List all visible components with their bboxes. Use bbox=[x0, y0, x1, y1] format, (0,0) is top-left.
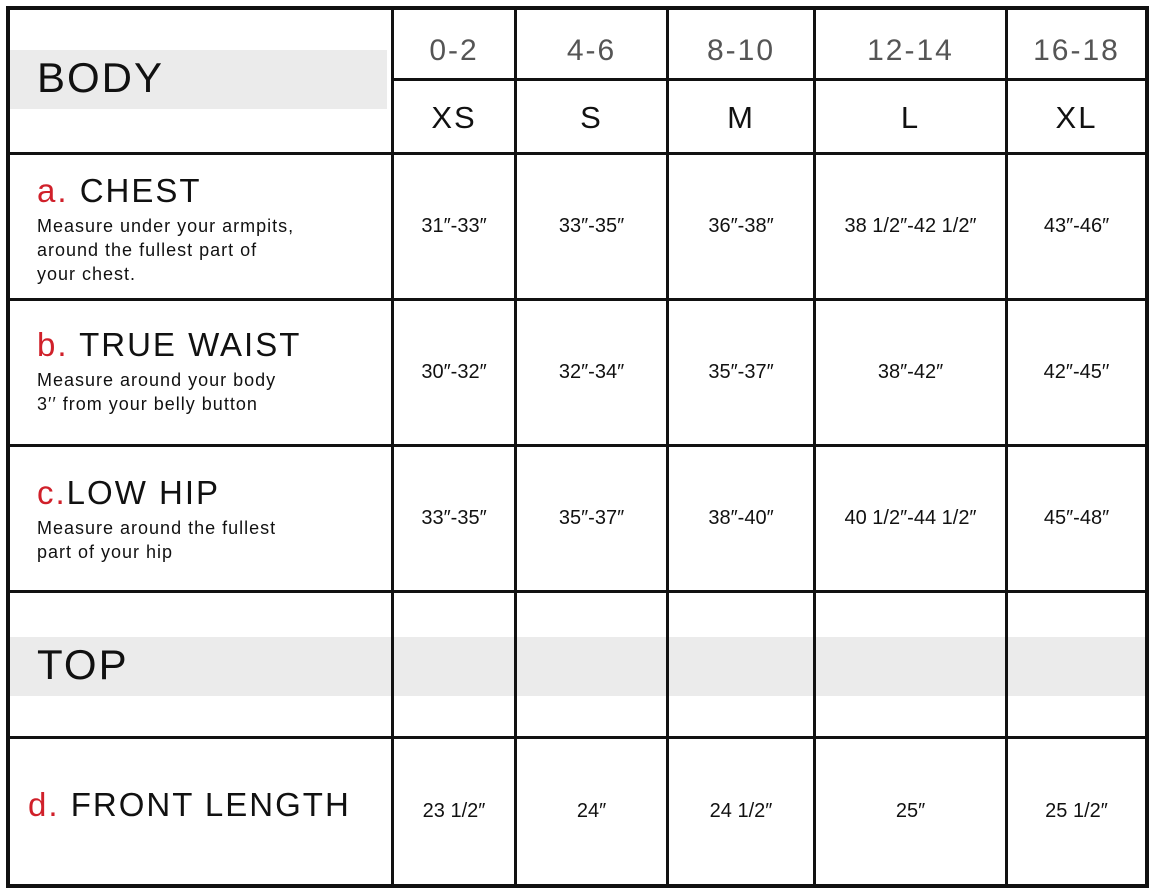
table-cell: 33″-35″ bbox=[421, 507, 487, 529]
row-name: CHEST bbox=[79, 172, 202, 209]
age-range-header: 4-6 bbox=[566, 34, 617, 67]
age-range-header: 16-18 bbox=[1033, 34, 1120, 67]
table-cell: 43″-46″ bbox=[1043, 215, 1110, 237]
table-cell: 36″-38″ bbox=[708, 215, 774, 237]
size-chart bbox=[6, 6, 1149, 888]
age-range-header: 8-10 bbox=[706, 34, 776, 67]
row-description: Measure around the fullest part of your hip bbox=[37, 518, 277, 562]
row-name: TRUE WAIST bbox=[79, 326, 302, 363]
table-cell: 24″ bbox=[576, 800, 607, 822]
row-name: LOW HIP bbox=[66, 474, 221, 511]
table-cell: 38″-42″ bbox=[877, 361, 944, 383]
row-divider bbox=[10, 590, 1145, 593]
size-header: S bbox=[580, 100, 603, 135]
table-cell: 35″-37″ bbox=[558, 507, 625, 529]
table-cell: 38″-40″ bbox=[708, 507, 774, 529]
table-cell: 33″-35″ bbox=[558, 215, 625, 237]
size-header: XS bbox=[431, 100, 477, 135]
size-header: M bbox=[727, 100, 755, 135]
header-divider bbox=[391, 78, 1147, 81]
table-cell: 40 1/2″-44 1/2″ bbox=[844, 507, 977, 529]
top-section-title: TOP bbox=[37, 641, 129, 688]
row-description: Measure around your body 3′′ from your belly button bbox=[37, 370, 277, 414]
top-title-band bbox=[10, 637, 1145, 696]
row-letter: a. bbox=[37, 172, 69, 209]
table-cell: 30″-32″ bbox=[421, 361, 487, 383]
front-length-row-label bbox=[28, 786, 351, 824]
chest-row-label bbox=[37, 172, 294, 286]
table-cell: 25 1/2″ bbox=[1045, 800, 1108, 822]
table-cell: 35″-37″ bbox=[708, 361, 774, 383]
table-cell: 32″-34″ bbox=[558, 361, 625, 383]
table-cell: 31″-33″ bbox=[421, 215, 487, 237]
true-waist-row-label bbox=[37, 326, 301, 416]
row-letter: d. bbox=[28, 786, 60, 823]
table-cell: 38 1/2″-42 1/2″ bbox=[844, 215, 977, 237]
table-cell: 45″-48″ bbox=[1043, 507, 1110, 529]
table-cell: 42″-45′′ bbox=[1043, 361, 1110, 383]
body-section-title: BODY bbox=[37, 54, 165, 101]
table-cell: 25″ bbox=[895, 800, 926, 822]
table-cell: 23 1/2″ bbox=[422, 800, 486, 822]
table-cell: 24 1/2″ bbox=[709, 800, 773, 822]
age-range-header: 12-14 bbox=[867, 34, 954, 67]
row-letter: c. bbox=[37, 474, 67, 511]
size-header: XL bbox=[1055, 100, 1098, 135]
low-hip-row-label bbox=[37, 474, 276, 564]
age-range-header: 0-2 bbox=[429, 34, 479, 67]
size-header: L bbox=[900, 100, 921, 135]
row-description: Measure under your armpits, around the fullest part of your chest. bbox=[37, 216, 295, 284]
row-name: FRONT LENGTH bbox=[70, 786, 351, 823]
row-letter: b. bbox=[37, 326, 69, 363]
